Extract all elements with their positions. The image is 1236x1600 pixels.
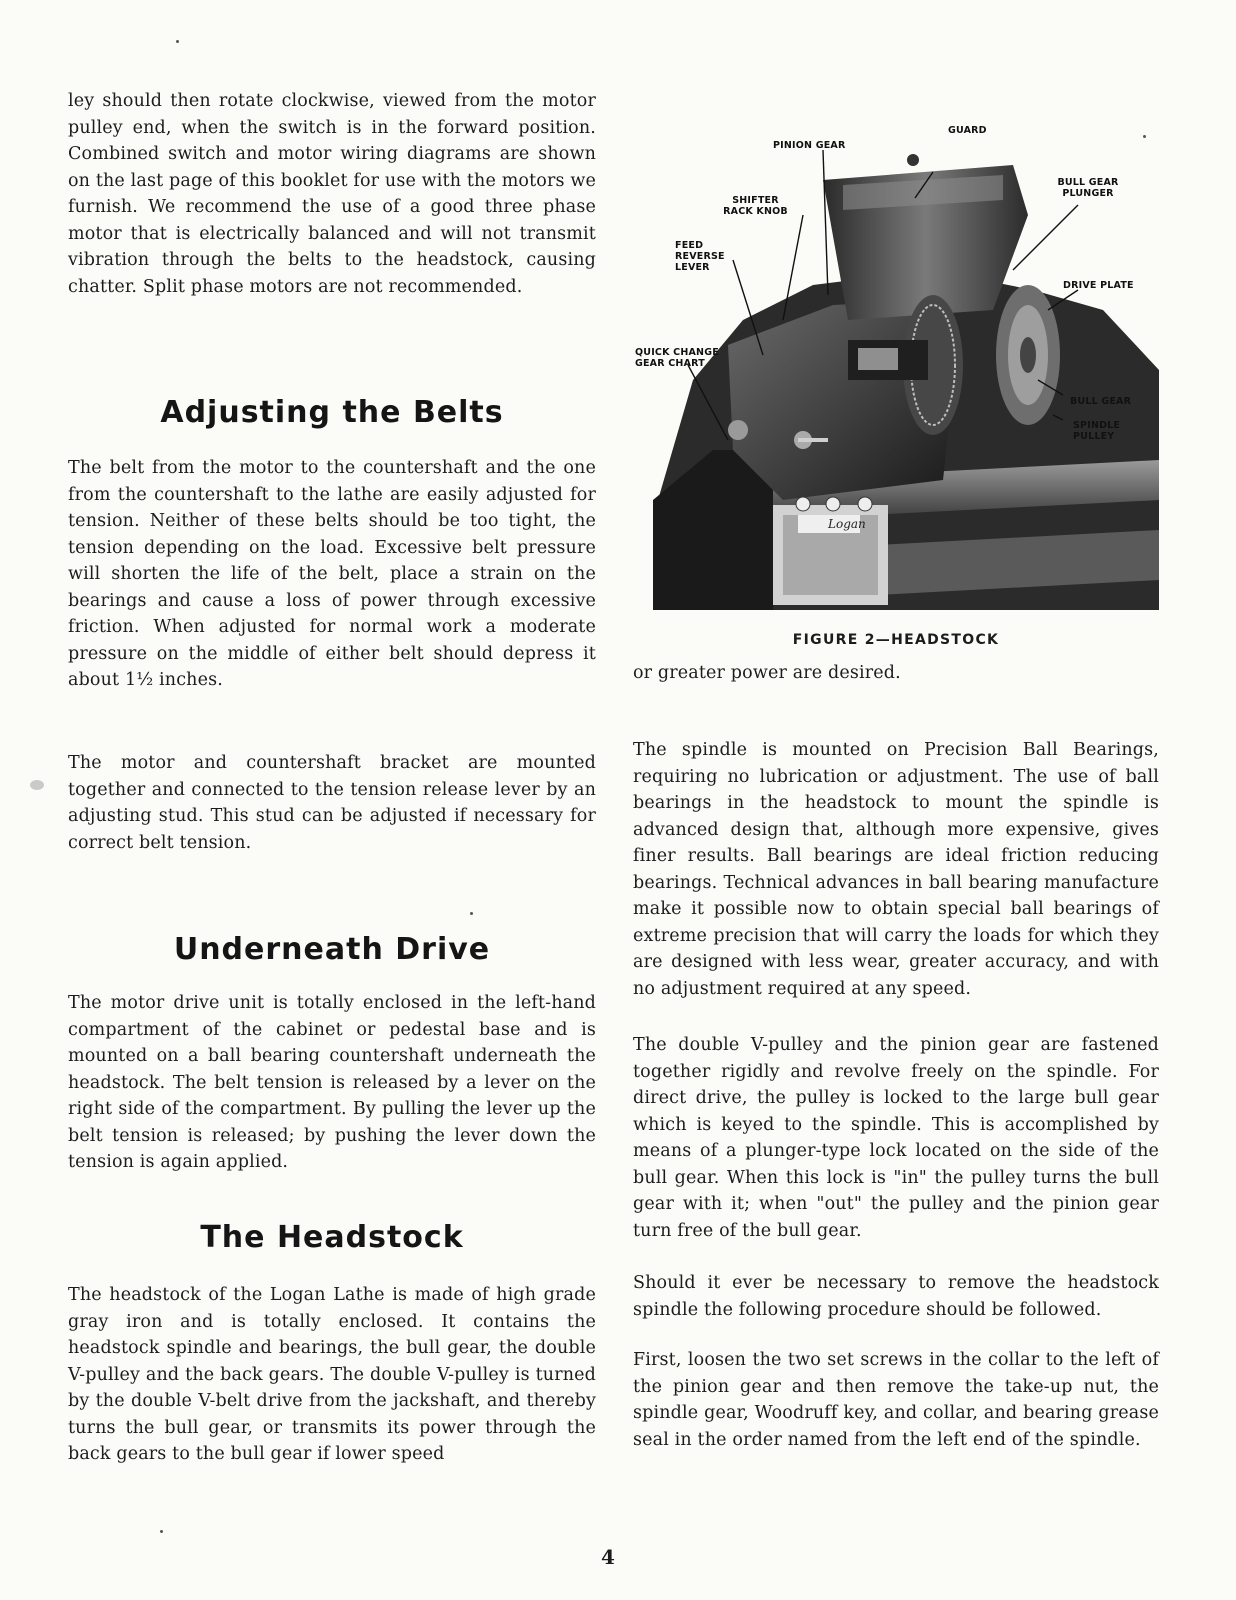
callout-bull-gear-plunger: BULL GEAR PLUNGER (1057, 177, 1119, 199)
callout-quick-change-gear-chart: QUICK CHANGE GEAR CHART (635, 347, 719, 369)
intro-text-block (68, 88, 596, 300)
spindle-text-block (633, 737, 1159, 1002)
callout-drive-plate: DRIVE PLATE (1063, 280, 1134, 291)
scan-smudge (30, 780, 44, 790)
removal-text-block (633, 1270, 1159, 1323)
callout-spindle-pulley: SPINDLE PULLEY (1073, 420, 1121, 442)
headstock-figure (633, 120, 1159, 610)
scan-speck (176, 40, 179, 43)
belts-text-block-1 (68, 455, 596, 694)
callout-shifter-rack-knob: SHIFTER RACK KNOB (723, 195, 788, 217)
heading-underneath-drive: Underneath Drive (173, 932, 491, 967)
callout-feed-reverse-lever: FEED REVERSE LEVER (675, 240, 725, 273)
page-number: 4 (601, 1545, 615, 1569)
removal-paragraph: Should it ever be necessary to remove the headstock spindle the following procedure should be followed. (633, 1273, 1159, 1320)
belts-paragraph-1: The belt from the motor to the countershaft and the one from the countershaft to the lathe are easily adjusted for tension. Neither of these belts should be too tight, the tension depending on the load. Excessive belt pressure will shorten the life of the belt, place a strain on the bearings and cause a loss of power through excessive friction. When adjusted for normal work a moderate pressure on the middle of either belt should depress it about 1½ inches. (68, 458, 596, 690)
headstock-paragraph: The headstock of the Logan Lathe is made of high grade gray iron and is totally enclosed. It contains the headstock spindle and bearings, the bull gear, the double V-pulley and the back gears. The double V-pulley is turned by the double V-belt drive from the jackshaft, and thereby turns the bull gear, or transmits its power through the back gears to the bull gear if lower speed (68, 1285, 596, 1464)
pulley-paragraph: The double V-pulley and the pinion gear are fastened together rigidly and revolve freely on the spindle. For direct drive, the pulley is locked to the large bull gear which is keyed to the spindle. This is accomplished by means of a plunger-type lock located on the side of the bull gear. When this lock is "in" the pulley turns the bull gear with it; when "out" the pulley and the pinion gear turn free of the bull gear. (633, 1035, 1159, 1241)
spindle-paragraph: The spindle is mounted on Precision Ball Bearings, requiring no lubrication or adjustment. The use of ball bearings in the headstock to mount the spindle is advanced design that, although more expensive, gives finer results. Ball bearings are ideal friction reducing bearings. Technical advances in ball bearing manufacture make it possible now to obtain special ball bearings of extreme precision that will carry the loads for which they are designed with less wear, greater accuracy, and with no adjustment required at any speed. (633, 740, 1159, 999)
drive-text-block (68, 990, 596, 1176)
logan-nameplate: Logan (828, 517, 866, 531)
callout-bull-gear: BULL GEAR (1070, 396, 1132, 407)
heading-the-headstock: The Headstock (200, 1220, 464, 1255)
callout-guard: GUARD (948, 125, 987, 136)
belts-paragraph-2: The motor and countershaft bracket are mounted together and connected to the tension release lever by an adjusting stud. This stud can be adjusted if necessary for correct belt tension. (68, 753, 596, 853)
continuation-text-block (633, 660, 1159, 687)
scan-speck (1143, 135, 1146, 138)
intro-paragraph: ley should then rotate clockwise, viewed from the motor pulley end, when the switch is in the forward position. Combined switch and motor wiring diagrams are shown on the last page of this booklet for use with the motors we furnish. We recommend the use of a good three phase motor that is electrically balanced and will not transmit vibration through the belts to the headstock, causing chatter. Split phase motors are not recommended. (68, 91, 596, 297)
headstock-text-block (68, 1282, 596, 1468)
heading-adjusting-belts: Adjusting the Belts (160, 395, 504, 430)
first-step-text-block (633, 1347, 1159, 1453)
continuation-line: or greater power are desired. (633, 663, 901, 683)
first-step-paragraph: First, loosen the two set screws in the collar to the left of the pinion gear and then remove the take-up nut, the spindle gear, Woodruff key, and collar, and bearing grease seal in the order named from the left end of the spindle. (633, 1350, 1159, 1450)
scan-speck (470, 912, 473, 915)
callout-pinion-gear: PINION GEAR (773, 140, 846, 151)
figure-caption: FIGURE 2—HEADSTOCK (792, 632, 1000, 648)
belts-text-block-2 (68, 750, 596, 856)
drive-paragraph: The motor drive unit is totally enclosed in the left-hand compartment of the cabinet or pedestal base and is mounted on a ball bearing countershaft underneath the headstock. The belt tension is released by a lever on the right side of the compartment. By pulling the lever up the belt tension is released; by pushing the lever down the tension is again applied. (68, 993, 596, 1172)
scan-speck (160, 1530, 163, 1533)
pulley-text-block (633, 1032, 1159, 1244)
